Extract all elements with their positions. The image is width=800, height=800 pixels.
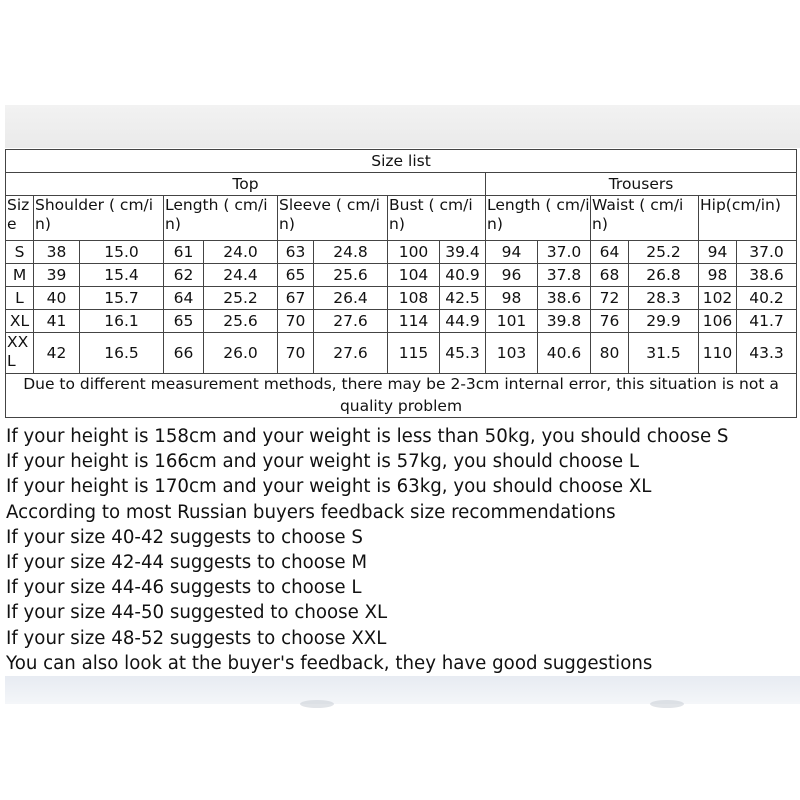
measurement-cell: 100 [388, 241, 440, 264]
column-header-hip: Hip(cm/in) [699, 196, 797, 241]
measurement-cell: 31.5 [629, 333, 699, 374]
measurement-cell: 15.7 [80, 287, 164, 310]
measurement-cell: 25.2 [204, 287, 278, 310]
measurement-cell: 39.4 [440, 241, 486, 264]
measurement-cell: 108 [388, 287, 440, 310]
column-header-top-length: Length ( cm/in) [164, 196, 278, 241]
measurement-cell: 67 [278, 287, 314, 310]
measurement-cell: 40 [34, 287, 80, 310]
measurement-cell: 66 [164, 333, 204, 374]
measurement-cell: 38 [34, 241, 80, 264]
measurement-cell: 65 [278, 264, 314, 287]
measurement-cell: 37.0 [538, 241, 591, 264]
measurement-cell: 42.5 [440, 287, 486, 310]
measurement-cell: 25.6 [204, 310, 278, 333]
measurement-cell: 72 [591, 287, 629, 310]
measurement-cell: 39.8 [538, 310, 591, 333]
table-row [6, 287, 797, 310]
measurement-cell: 16.1 [80, 310, 164, 333]
measurement-cell: 26.8 [629, 264, 699, 287]
measurement-cell: 94 [486, 241, 538, 264]
measurement-cell: 64 [591, 241, 629, 264]
measurement-cell: 27.6 [314, 333, 388, 374]
measurement-cell: 68 [591, 264, 629, 287]
measurement-cell: 94 [699, 241, 737, 264]
note-row [6, 374, 797, 418]
measurement-cell: 15.0 [80, 241, 164, 264]
measurement-cell: 45.3 [440, 333, 486, 374]
measurement-cell: 27.6 [314, 310, 388, 333]
trousers-section-header: Trousers [486, 173, 797, 196]
table-title: Size list [6, 150, 797, 173]
size-cell: M [6, 264, 34, 287]
measurement-cell: 38.6 [538, 287, 591, 310]
measurement-cell: 103 [486, 333, 538, 374]
measurement-cell: 115 [388, 333, 440, 374]
measurement-cell: 65 [164, 310, 204, 333]
column-header-shoulder: Shoulder ( cm/in) [34, 196, 164, 241]
measurement-cell: 16.5 [80, 333, 164, 374]
measurement-cell: 25.2 [629, 241, 699, 264]
size-cell: S [6, 241, 34, 264]
measurement-cell: 39 [34, 264, 80, 287]
measurement-cell: 28.3 [629, 287, 699, 310]
table-row [6, 264, 797, 287]
column-header-trousers-length: Length ( cm/in) [486, 196, 591, 241]
measurement-cell: 44.9 [440, 310, 486, 333]
measurement-cell: 40.6 [538, 333, 591, 374]
section-header-row [6, 173, 797, 196]
size-cell: XL [6, 310, 34, 333]
measurement-cell: 15.4 [80, 264, 164, 287]
recommendation-line: If your size 44-46 suggests to choose L [6, 577, 362, 599]
measurement-cell: 114 [388, 310, 440, 333]
measurement-cell: 29.9 [629, 310, 699, 333]
image-artifact [300, 700, 334, 708]
measurement-cell: 80 [591, 333, 629, 374]
recommendation-line: If your height is 170cm and your weight is 63kg, you should choose XL [6, 476, 652, 498]
measurement-cell: 40.2 [737, 287, 797, 310]
size-recommendations [6, 424, 796, 676]
measurement-cell: 96 [486, 264, 538, 287]
measurement-cell: 38.6 [737, 264, 797, 287]
measurement-cell: 104 [388, 264, 440, 287]
column-header-size: Size [6, 196, 34, 241]
table-title-row [6, 150, 797, 173]
measurement-cell: 98 [486, 287, 538, 310]
measurement-cell: 24.8 [314, 241, 388, 264]
measurement-cell: 70 [278, 333, 314, 374]
size-cell: L [6, 287, 34, 310]
top-section-header: Top [6, 173, 486, 196]
measurement-cell: 63 [278, 241, 314, 264]
measurement-note: Due to different measurement methods, there may be 2-3cm internal error, this situation is not a quality problem [6, 374, 797, 418]
measurement-cell: 64 [164, 287, 204, 310]
size-cell: XXL [6, 333, 34, 374]
measurement-cell: 102 [699, 287, 737, 310]
column-header-sleeve: Sleeve ( cm/in) [278, 196, 388, 241]
measurement-cell: 37.0 [737, 241, 797, 264]
table-row [6, 310, 797, 333]
column-header-waist: Waist ( cm/in) [591, 196, 699, 241]
measurement-cell: 24.0 [204, 241, 278, 264]
measurement-cell: 41 [34, 310, 80, 333]
measurement-cell: 70 [278, 310, 314, 333]
measurement-cell: 106 [699, 310, 737, 333]
recommendation-line: If your size 40-42 suggests to choose S [6, 526, 363, 548]
measurement-cell: 61 [164, 241, 204, 264]
table-row [6, 241, 797, 264]
measurement-cell: 41.7 [737, 310, 797, 333]
measurement-cell: 110 [699, 333, 737, 374]
measurement-cell: 37.8 [538, 264, 591, 287]
recommendation-line: If your height is 166cm and your weight is 57kg, you should choose L [6, 451, 639, 473]
measurement-cell: 26.0 [204, 333, 278, 374]
measurement-cell: 76 [591, 310, 629, 333]
image-artifact [650, 700, 684, 708]
recommendation-line: If your size 48-52 suggests to choose XXL [6, 627, 387, 649]
column-header-row [6, 196, 797, 241]
measurement-cell: 43.3 [737, 333, 797, 374]
measurement-cell: 25.6 [314, 264, 388, 287]
recommendation-line: If your size 44-50 suggested to choose XL [6, 602, 388, 624]
measurement-cell: 101 [486, 310, 538, 333]
recommendation-line: According to most Russian buyers feedback size recommendations [6, 501, 616, 523]
column-header-bust: Bust ( cm/in) [388, 196, 486, 241]
top-gray-band [5, 105, 800, 148]
size-chart-table [5, 149, 797, 418]
table-row [6, 333, 797, 374]
measurement-cell: 26.4 [314, 287, 388, 310]
recommendation-line: If your size 42-44 suggests to choose M [6, 552, 368, 574]
recommendation-line: You can also look at the buyer's feedback, they have good suggestions [6, 652, 653, 674]
recommendation-line: If your height is 158cm and your weight is less than 50kg, you should choose S [6, 426, 729, 447]
measurement-cell: 24.4 [204, 264, 278, 287]
table-body [6, 241, 797, 374]
measurement-cell: 40.9 [440, 264, 486, 287]
measurement-cell: 98 [699, 264, 737, 287]
measurement-cell: 62 [164, 264, 204, 287]
bottom-gray-band [5, 676, 800, 704]
measurement-cell: 42 [34, 333, 80, 374]
